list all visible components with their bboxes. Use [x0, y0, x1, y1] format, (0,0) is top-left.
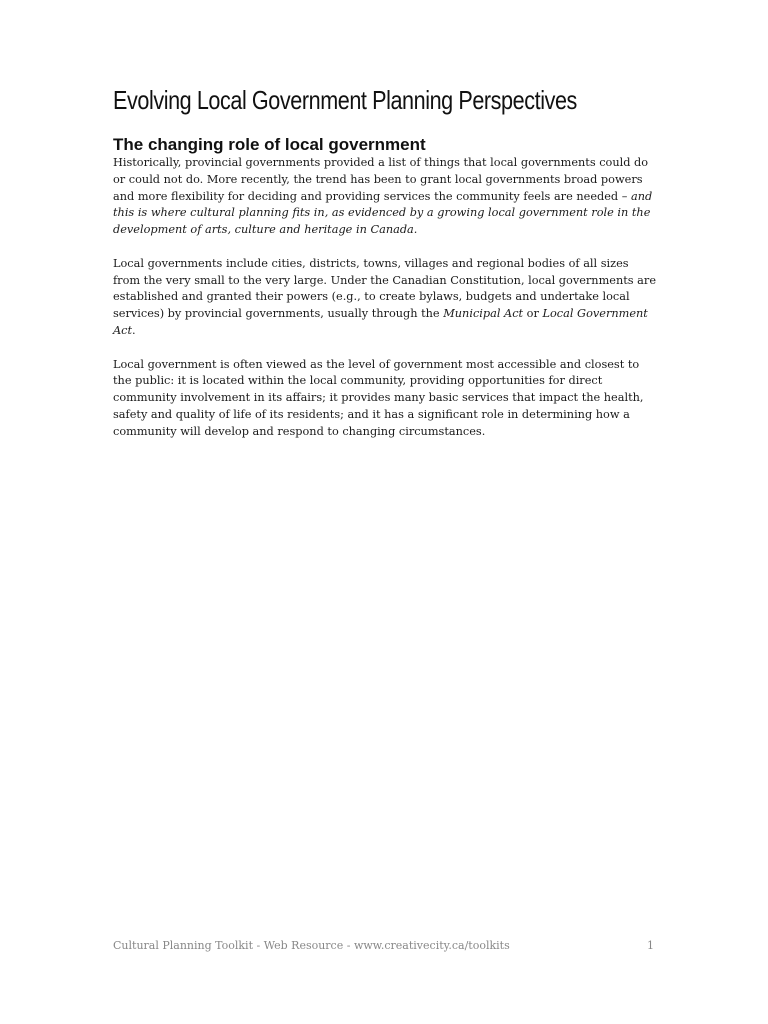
local-government-act-reference: Local Government Act [113, 307, 648, 337]
municipal-act-reference: Municipal Act [443, 307, 524, 321]
paragraph-2 [113, 256, 658, 340]
paragraph-2-connector: or [523, 307, 543, 321]
page-number: 1 [647, 939, 654, 952]
paragraph-1 [113, 155, 658, 239]
document-title: Evolving Local Government Planning Perspectives [113, 85, 577, 115]
paragraph-3: Local government is often viewed as the level of government most accessible and closest to the public: it is located within the local community, providing opportunities for direct community involvement in its affairs; it provides many basic services that impact the health, safety and quality of life of its residents; and it has a significant role in determining how a community will develop and respond to changing circumstances. [113, 357, 644, 438]
footer-text: Cultural Planning Toolkit - Web Resource - www.creativecity.ca/toolkits [113, 939, 510, 952]
paragraph-2-text: Local governments include cities, districts, towns, villages and regional bodies of all sizes from the very small to the very large. Under the Canadian Constitution, local governments are established and granted their powers (e.g., to create bylaws, budgets and undertake local services) by provincial governments, usually through the [113, 256, 657, 321]
paragraph-2-end: . [132, 323, 136, 337]
section-heading: The changing role of local government [113, 135, 426, 154]
paragraph-1-text: Historically, provincial governments provided a list of things that local governments could do or could not do. More recently, the trend has been to grant local governments broad powers and more flexibility for deciding and providing services the community feels are needed – [113, 156, 649, 203]
body-text [113, 155, 658, 457]
paragraph-1-emphasis: and this is where cultural planning fits in, as evidenced by a growing local government role in the development of arts, culture and heritage in Canada. [113, 189, 653, 237]
